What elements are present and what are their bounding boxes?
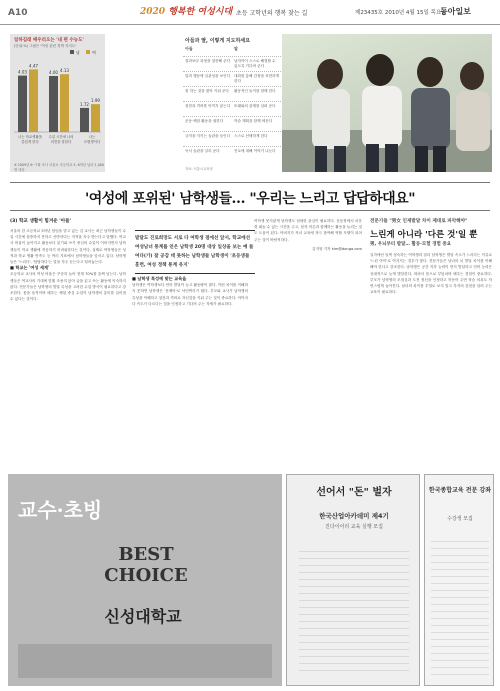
advice-boys: 말과 행동에 일관성을 보인다 bbox=[185, 74, 231, 78]
article-body-4: 여학생 못지않게 남학생도 섬세한 관심이 필요하다. 운동장에서 마음껏 뛰놀 수 있는 시간을 주고, 남자 어른과 함께하는 활동을 늘리는 것도 도움이 된다. 아버지가 자녀 교육에 적극 참여해 역할 모델이 되어 주는 것이 바람직하다. bbox=[254, 219, 362, 242]
advice-row bbox=[183, 101, 281, 116]
section-title: 초등 고학년의 행복 찾는 길 bbox=[236, 10, 308, 17]
advice-girls: 진로에 대해 이야기 나눈다 bbox=[234, 149, 276, 153]
advice-girls: 스스로 선택하게 한다 bbox=[234, 134, 268, 138]
page-number: A10 bbox=[8, 8, 28, 18]
chart-bar bbox=[60, 74, 69, 132]
advice-table bbox=[183, 34, 281, 172]
advice-boys: 규칙을 지키는 습관을 들인다 bbox=[185, 134, 231, 138]
advice-girls: 활동적인 놀이를 함께 한다 bbox=[234, 89, 276, 93]
category-label: 모범생이다 bbox=[83, 140, 101, 144]
newspaper-name: 동아일보 bbox=[440, 6, 471, 16]
chart-bar bbox=[29, 69, 38, 132]
advice-row bbox=[183, 146, 281, 161]
right-article-label: 전문가들 "男女 인재발달 차이 제대로 파악해야" bbox=[370, 219, 468, 224]
ad3-title: 한국종합교육 전문 강좌 bbox=[428, 487, 492, 494]
article-subhead-2: ■ 남학생 특성에 맞는 교육을 bbox=[132, 276, 187, 281]
pull-quote: 발달도 진로희망도 서로 다 여학생 점에선 앞서, 학교에선 여성남녀 통계를 얻은 남학생 20명 대상 일상을 보는 예 들 여다(가) 잘 공감 데 못하는 남학생들 남학생이 '초등생들 훈련, 여성 정책 통계 유지' bbox=[135, 230, 255, 274]
advice-table-title: 아들과 딸, 이렇게 지도하세요 bbox=[185, 38, 251, 44]
education-ad bbox=[424, 474, 494, 686]
col-girls: 딸 bbox=[234, 46, 238, 51]
ad3-details bbox=[431, 535, 489, 675]
chart-bar bbox=[49, 76, 58, 132]
advice-girls: 대화를 통해 감정을 표현하게 한다 bbox=[234, 74, 280, 83]
chart-note: ※ 2009년 6~7월 조사 서울시 초등학교 5, 6학년 남녀 1,000명 대상 bbox=[14, 163, 104, 172]
ad2-details bbox=[299, 545, 409, 675]
chart-bar bbox=[80, 108, 89, 132]
issue-date: 제23435호 2010년 4월 15일 목요일 bbox=[355, 10, 447, 16]
article-subhead-1: ■ 학교는 '여성 세계' bbox=[10, 265, 50, 271]
students-photo bbox=[282, 34, 492, 172]
bar-chart bbox=[10, 48, 105, 160]
advice-boys: 칭찬과 격려를 아끼지 않는다 bbox=[185, 104, 231, 108]
article-column-1 bbox=[10, 228, 126, 468]
bar-value-label: 4.47 bbox=[29, 63, 38, 69]
article-body-1: 서울의 한 초등학교 5학년 담임을 맡고 있는 김 교사는 최근 남학생들이 수업 시간에 집중하지 못하고 산만하다는 지적을 자주 받는다고 말했다. 여교사 비율이 높아지고 활동보다 읽기와 쓰기 중심의 수업이 이어지면서 남학생들이 학교 생활에 적응하기 어려워한다는 것이다. 실제로 여학생들은 성적과 학교 생활 만족도 등 여러 지표에서 남학생들을 앞서고 있다. 남학생들은 '느리다', '답답하다'는 말을 자주 듣는다고 털어놓는다. bbox=[10, 229, 126, 265]
advice-table-source: 자료: 서울시교육청 bbox=[185, 167, 213, 171]
advice-row bbox=[183, 131, 281, 146]
article-lead: (3) 학교 생활이 힘겨운 '아들' bbox=[10, 219, 71, 224]
advice-row bbox=[183, 71, 281, 86]
col-boys: 아들 bbox=[185, 46, 193, 51]
headline-rule-top bbox=[10, 182, 490, 183]
legend-swatch bbox=[86, 50, 90, 54]
advice-boys: 잘 하는 것을 찾아 키워 준다 bbox=[185, 89, 229, 93]
advice-boys: 결과보다 과정을 칭찬해 준다 bbox=[185, 59, 231, 63]
category-label: 나는 학교생활을 bbox=[17, 135, 43, 139]
advice-boys: 운동·체험 활동을 권한다 bbox=[185, 119, 224, 123]
bar-chart-box bbox=[10, 34, 105, 172]
category-label: 수업 시간에 나의 bbox=[48, 135, 74, 139]
series-year: 2020 bbox=[140, 7, 166, 17]
advice-boys: 독서 습관을 길러 준다 bbox=[185, 149, 220, 153]
legend-label: 여 bbox=[92, 50, 96, 55]
chart-title: 일하길래 배우러오는 '내 편 수능도' bbox=[14, 38, 84, 43]
university-ad bbox=[8, 474, 282, 686]
article-body-2: 초등학교 교사의 여성 비율은 꾸준히 늘어 현재 70%를 훌쩍 넘는다. 남학생들은 여교사의 기대에 맞춰 조용히 앉아 글을 읽고 쓰는 활동에 익숙하지 않다. 전문가들은 남학생의 발달 특성을 고려한 수업 방식이 필요하다고 강조한다. 몸을 움직이며 배우는 체험 중심 수업이 남학생의 흥미를 끌어낼 수 있다는 것이다. bbox=[10, 272, 126, 302]
series-title: 행복한 여성시대 bbox=[168, 7, 233, 17]
advice-girls: 또래와의 관계를 살펴 준다 bbox=[234, 104, 276, 108]
headline: '여성에 포위된' 남학생들… "우리는 느리고 답답하대요" bbox=[84, 191, 416, 207]
headline-rule-bottom bbox=[10, 210, 490, 211]
bar-value-label: 1.99 bbox=[91, 98, 100, 104]
right-article-subtitle: 男, 우뇌부터 발달… 활동·모험 경험 중요 bbox=[370, 242, 452, 247]
article-byline: 김지영 기자 kim@donga.com bbox=[312, 246, 362, 251]
category-label: 나는 bbox=[88, 135, 96, 139]
ad2-sub: 한국산업아카데미 제4기 bbox=[319, 512, 389, 520]
ad2-info: 진다이어리 교육 실행 모집 bbox=[325, 524, 383, 530]
legend-label: 남 bbox=[76, 50, 80, 55]
article-column-3 bbox=[254, 218, 362, 468]
chart-bar bbox=[91, 104, 100, 132]
advice-girls: 남자아이 스스로 해결할 수 있도록 기다려 준다 bbox=[234, 59, 276, 68]
category-label: 의견을 말한다 bbox=[50, 140, 72, 144]
right-article-title: 느린게 아니라 '다른 것'일 뿐 bbox=[370, 230, 478, 240]
ad2-title: 선어서 "돈" 벌자 bbox=[316, 487, 392, 498]
ad1-mid: BEST CHOICE bbox=[104, 544, 188, 586]
article-column-2 bbox=[132, 276, 248, 468]
ad1-top: 교수·초빙 bbox=[18, 498, 103, 522]
students-photo-illustration bbox=[282, 34, 492, 172]
chart-bar bbox=[18, 76, 27, 132]
bar-value-label: 4.00 bbox=[49, 70, 58, 75]
academy-ad bbox=[286, 474, 420, 686]
advice-girls: 학습 계획을 함께 세운다 bbox=[234, 119, 273, 123]
ad3-sub: 수강생 모집 bbox=[447, 516, 473, 522]
bar-value-label: 4.13 bbox=[60, 68, 69, 74]
ad1-school: 신성대학교 bbox=[104, 607, 182, 626]
bar-value-label: 4.03 bbox=[18, 69, 27, 75]
chart-subtitle: (단위:%) 그림은 '여성 관련 정책 지지도' bbox=[14, 44, 77, 48]
ad1-info-band bbox=[18, 644, 272, 678]
advice-row bbox=[183, 86, 281, 101]
legend-swatch bbox=[70, 50, 74, 54]
advice-row bbox=[183, 116, 281, 131]
article-body-3: 남학생은 여학생보다 언어 발달이 늦고 활동량이 많다. 이런 차이를 이해하지 못하면 남학생은 '문제아'로 낙인찍히기 쉽다. 부모와 교사가 남학생의 특성을 이해하고 칭찬과 격려로 자신감을 키워 주는 것이 중요하다. 아이마다 속도가 다르다는 것을 인정하고 기다려 주는 자세가 필요하다. bbox=[132, 283, 248, 306]
bar-value-label: 1.72 bbox=[80, 101, 89, 107]
category-label: 즐겁게 한다 bbox=[21, 140, 39, 144]
series-logo bbox=[140, 4, 232, 17]
advice-row bbox=[183, 56, 281, 71]
right-article-body: 일각에선 일찍 성숙하는 여학생과 달리 남학생은 발달 속도가 느리다는 이유로 '느린 아이'로 여겨지는 경우가 많다. 전문가들은 남녀의 뇌 발달 차이를 이해해야 한다고 강조한다. 남학생은 공간 지각 능력이 먼저 발달하고 언어 능력은 상대적으로 늦게 발달한다. 따라서 몸으로 부딪치며 배우는 경험이 중요하다. 부모가 남학생의 모험심과 도전 정신을 인정하고 북돋아 주면 학습 의욕도 자연스럽게 높아진다. 남녀의 차이를 우열로 보지 말고 각자의 강점을 살려 주는 교육이 필요하다. bbox=[370, 253, 492, 295]
